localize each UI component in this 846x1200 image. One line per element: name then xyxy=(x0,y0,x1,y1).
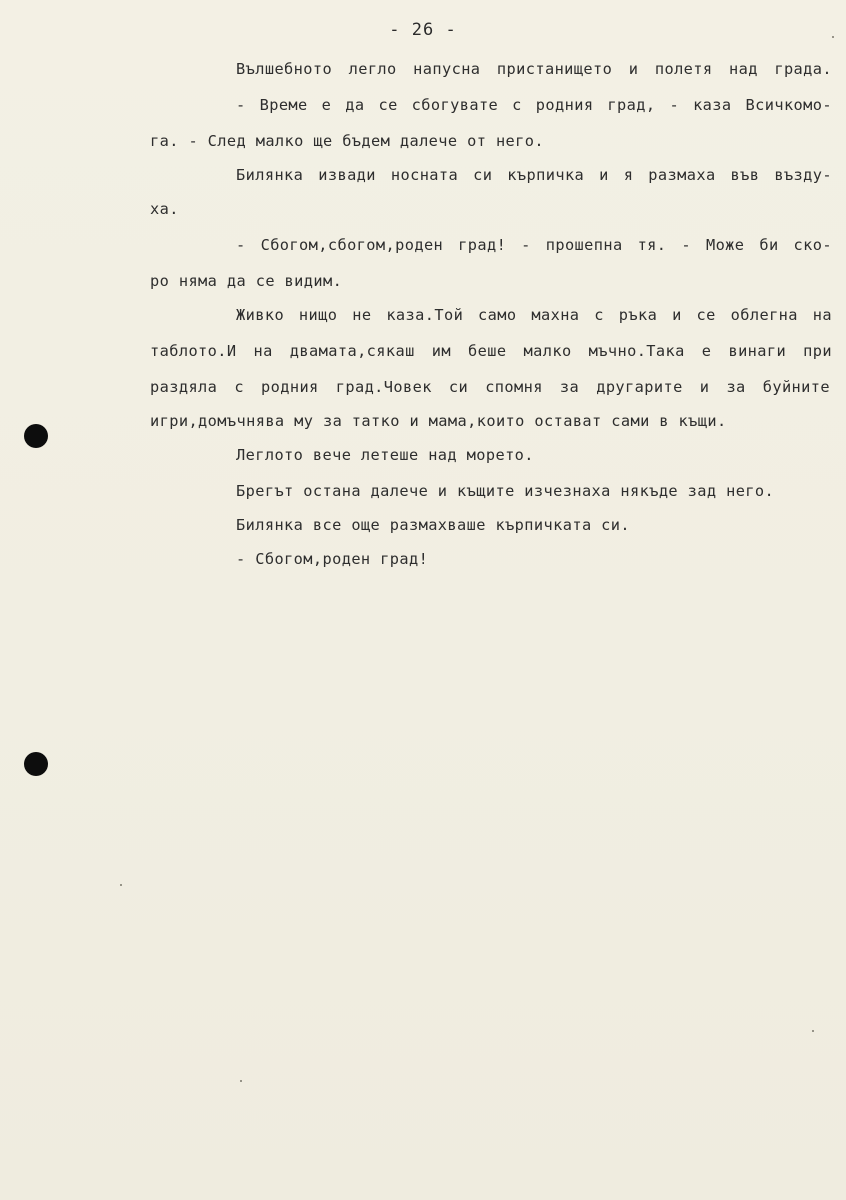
text-line-15: - Сбогом,роден град! xyxy=(236,550,429,568)
text-line-4: Билянка извади носната си кърпичка и я размаха във възду- xyxy=(236,166,832,184)
text-line-6: - Сбогом,сбогом,роден град! - прошепна тя. - Може би ско- xyxy=(236,236,832,254)
text-line-2: - Време е да се сбогувате с родния град, - каза Всичкомо- xyxy=(236,96,832,114)
paper-speck xyxy=(120,884,122,886)
text-line-9: таблото.И на двамата,сякаш им беше малко мъчно.Така е винаги при xyxy=(150,342,832,360)
punch-hole-bottom xyxy=(24,752,48,776)
text-line-10: раздяла с родния град.Човек си спомня за другарите и за буйните xyxy=(150,378,830,396)
page-number: - 26 - xyxy=(389,20,457,40)
text-line-13: Брегът остана далече и къщите изчезнаха някъде зад него. xyxy=(236,482,775,500)
paper-speck xyxy=(832,36,834,38)
punch-hole-top xyxy=(24,424,48,448)
text-line-7: ро няма да се видим. xyxy=(150,272,343,290)
text-line-8: Живко нищо не каза.Той само махна с ръка и се облегна на xyxy=(236,306,832,324)
text-line-11: игри,домъчнява му за татко и мама,които остават сами в къщи. xyxy=(150,412,727,430)
text-line-12: Леглото вече летеше над морето. xyxy=(236,446,534,464)
paper-speck xyxy=(812,1030,814,1032)
paper-speck xyxy=(240,1080,242,1082)
text-line-5: ха. xyxy=(150,200,179,218)
text-line-1: Вълшебното легло напусна пристанището и полетя над града. xyxy=(236,60,832,78)
text-line-3: га. - След малко ще бъдем далече от него. xyxy=(150,132,544,150)
text-line-14: Билянка все още размахваше кърпичката си. xyxy=(236,516,630,534)
